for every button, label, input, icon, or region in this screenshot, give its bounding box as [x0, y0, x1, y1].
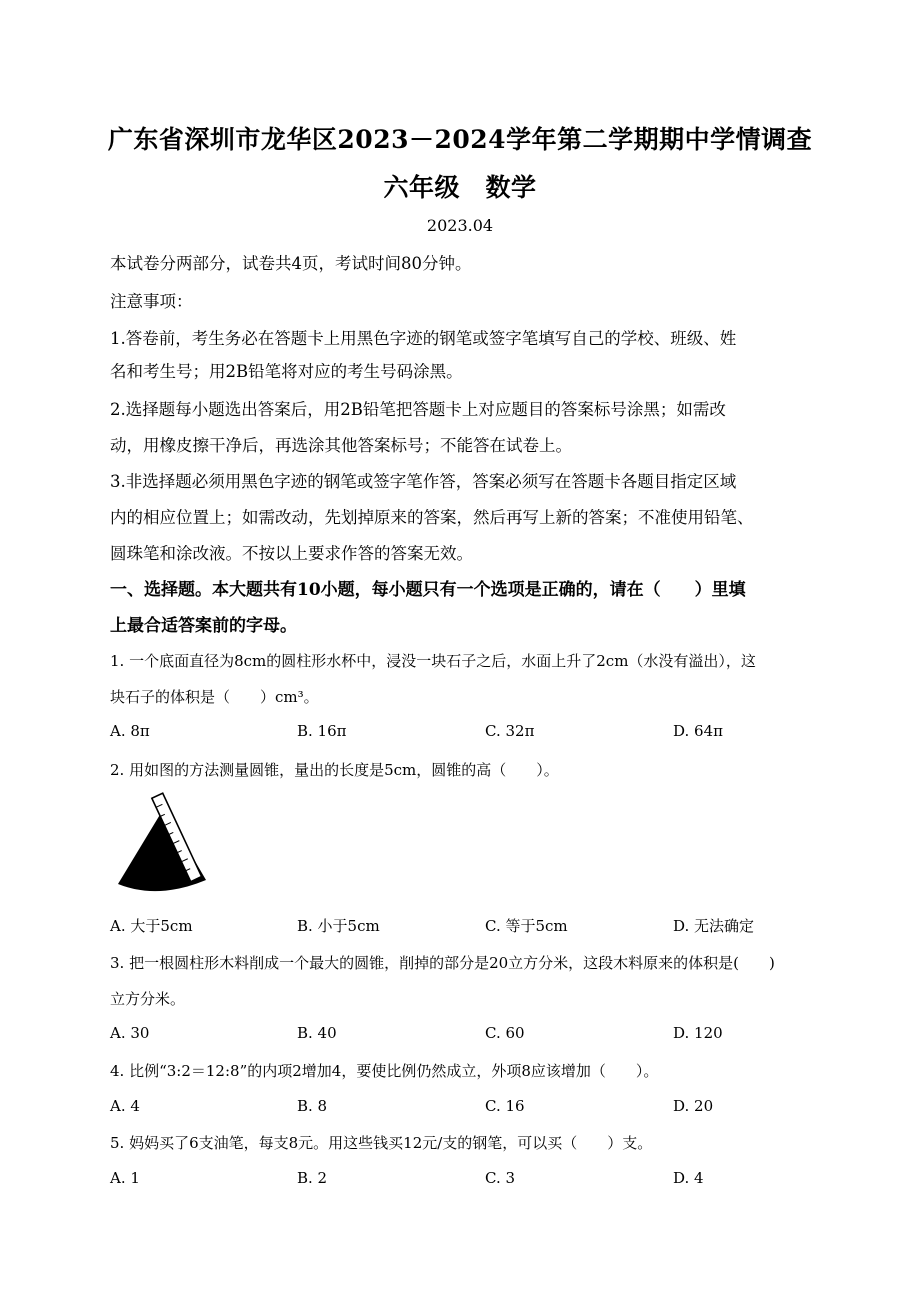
notice-2a: 2.选择题每小题选出答案后，用2B铅笔把答题卡上对应题目的答案标号涂黑；如需改 — [110, 400, 726, 419]
q2-option-b: B. 小于5cm — [297, 917, 380, 935]
q4-option-d: D. 20 — [673, 1097, 714, 1115]
question-4: 4. 比例“3:2＝12:8”的内项2增加4，要使比例仍然成立，外项8应该增加（ ）。 — [110, 1062, 659, 1080]
q5-option-d: D. 4 — [673, 1169, 704, 1187]
notice-3a: 3.非选择题必须用黑色字迹的钢笔或签字笔作答，答案必须写在答题卡各题目指定区域 — [110, 472, 737, 491]
q4-option-c: C. 16 — [485, 1097, 525, 1115]
notice-1b: 名和考生号；用2B铅笔将对应的考生号码涂黑。 — [110, 362, 463, 381]
q3-option-a: A. 30 — [110, 1024, 150, 1042]
intro-line: 本试卷分两部分，试卷共4页，考试时间80分钟。 — [110, 254, 472, 273]
q1-option-a: A. 8π — [110, 722, 150, 740]
question-3-a: 3. 把一根圆柱形木料削成一个最大的圆锥，削掉的部分是20立方分米，这段木料原来的体积是( ) — [110, 954, 775, 972]
notice-3c: 圆珠笔和涂改液。不按以上要求作答的答案无效。 — [110, 544, 473, 563]
q4-option-b: B. 8 — [297, 1097, 328, 1115]
question-1-b: 块石子的体积是（ ）cm³。 — [110, 688, 319, 706]
question-3-b: 立方分米。 — [110, 990, 186, 1008]
q1-option-c: C. 32π — [485, 722, 535, 740]
notice-1a: 1.答卷前，考生务必在答题卡上用黑色字迹的钢笔或签字笔填写自己的学校、班级、姓 — [110, 329, 737, 348]
cone-with-ruler-figure — [114, 792, 220, 894]
q1-option-d: D. 64π — [673, 722, 723, 740]
section-heading-a: 一、选择题。本大题共有10小题，每小题只有一个选项是正确的，请在（ ）里填 — [110, 580, 746, 600]
q5-option-b: B. 2 — [297, 1169, 328, 1187]
exam-date: 2023.04 — [426, 216, 494, 235]
q3-option-b: B. 40 — [297, 1024, 337, 1042]
question-1-a: 1. 一个底面直径为8cm的圆柱形水杯中，浸没一块石子之后，水面上升了2cm（水没有溢出），这 — [110, 652, 756, 670]
q2-option-c: C. 等于5cm — [485, 917, 568, 935]
section-heading-b: 上最合适答案前的字母。 — [110, 616, 297, 636]
question-2: 2. 用如图的方法测量圆锥，量出的长度是5cm，圆锥的高（ ）。 — [110, 761, 559, 779]
notice-2b: 动，用橡皮擦干净后，再选涂其他答案标号；不能答在试卷上。 — [110, 436, 572, 455]
q4-option-a: A. 4 — [110, 1097, 140, 1115]
exam-subtitle: 六年级 数学 — [383, 173, 537, 202]
q2-option-a: A. 大于5cm — [110, 917, 193, 935]
question-5: 5. 妈妈买了6支油笔，每支8元。用这些钱买12元/支的钢笔，可以买（ ）支。 — [110, 1134, 653, 1152]
q1-option-b: B. 16π — [297, 722, 347, 740]
q3-option-c: C. 60 — [485, 1024, 525, 1042]
q3-option-d: D. 120 — [673, 1024, 723, 1042]
q5-option-a: A. 1 — [110, 1169, 140, 1187]
exam-title: 广东省深圳市龙华区2023－2024学年第二学期期中学情调查 — [107, 125, 813, 154]
q5-option-c: C. 3 — [485, 1169, 516, 1187]
notice-3b: 内的相应位置上；如需改动，先划掉原来的答案，然后再写上新的答案；不准使用铅笔、 — [110, 508, 754, 527]
q2-option-d: D. 无法确定 — [673, 917, 755, 935]
notice-label: 注意事项： — [110, 292, 193, 311]
